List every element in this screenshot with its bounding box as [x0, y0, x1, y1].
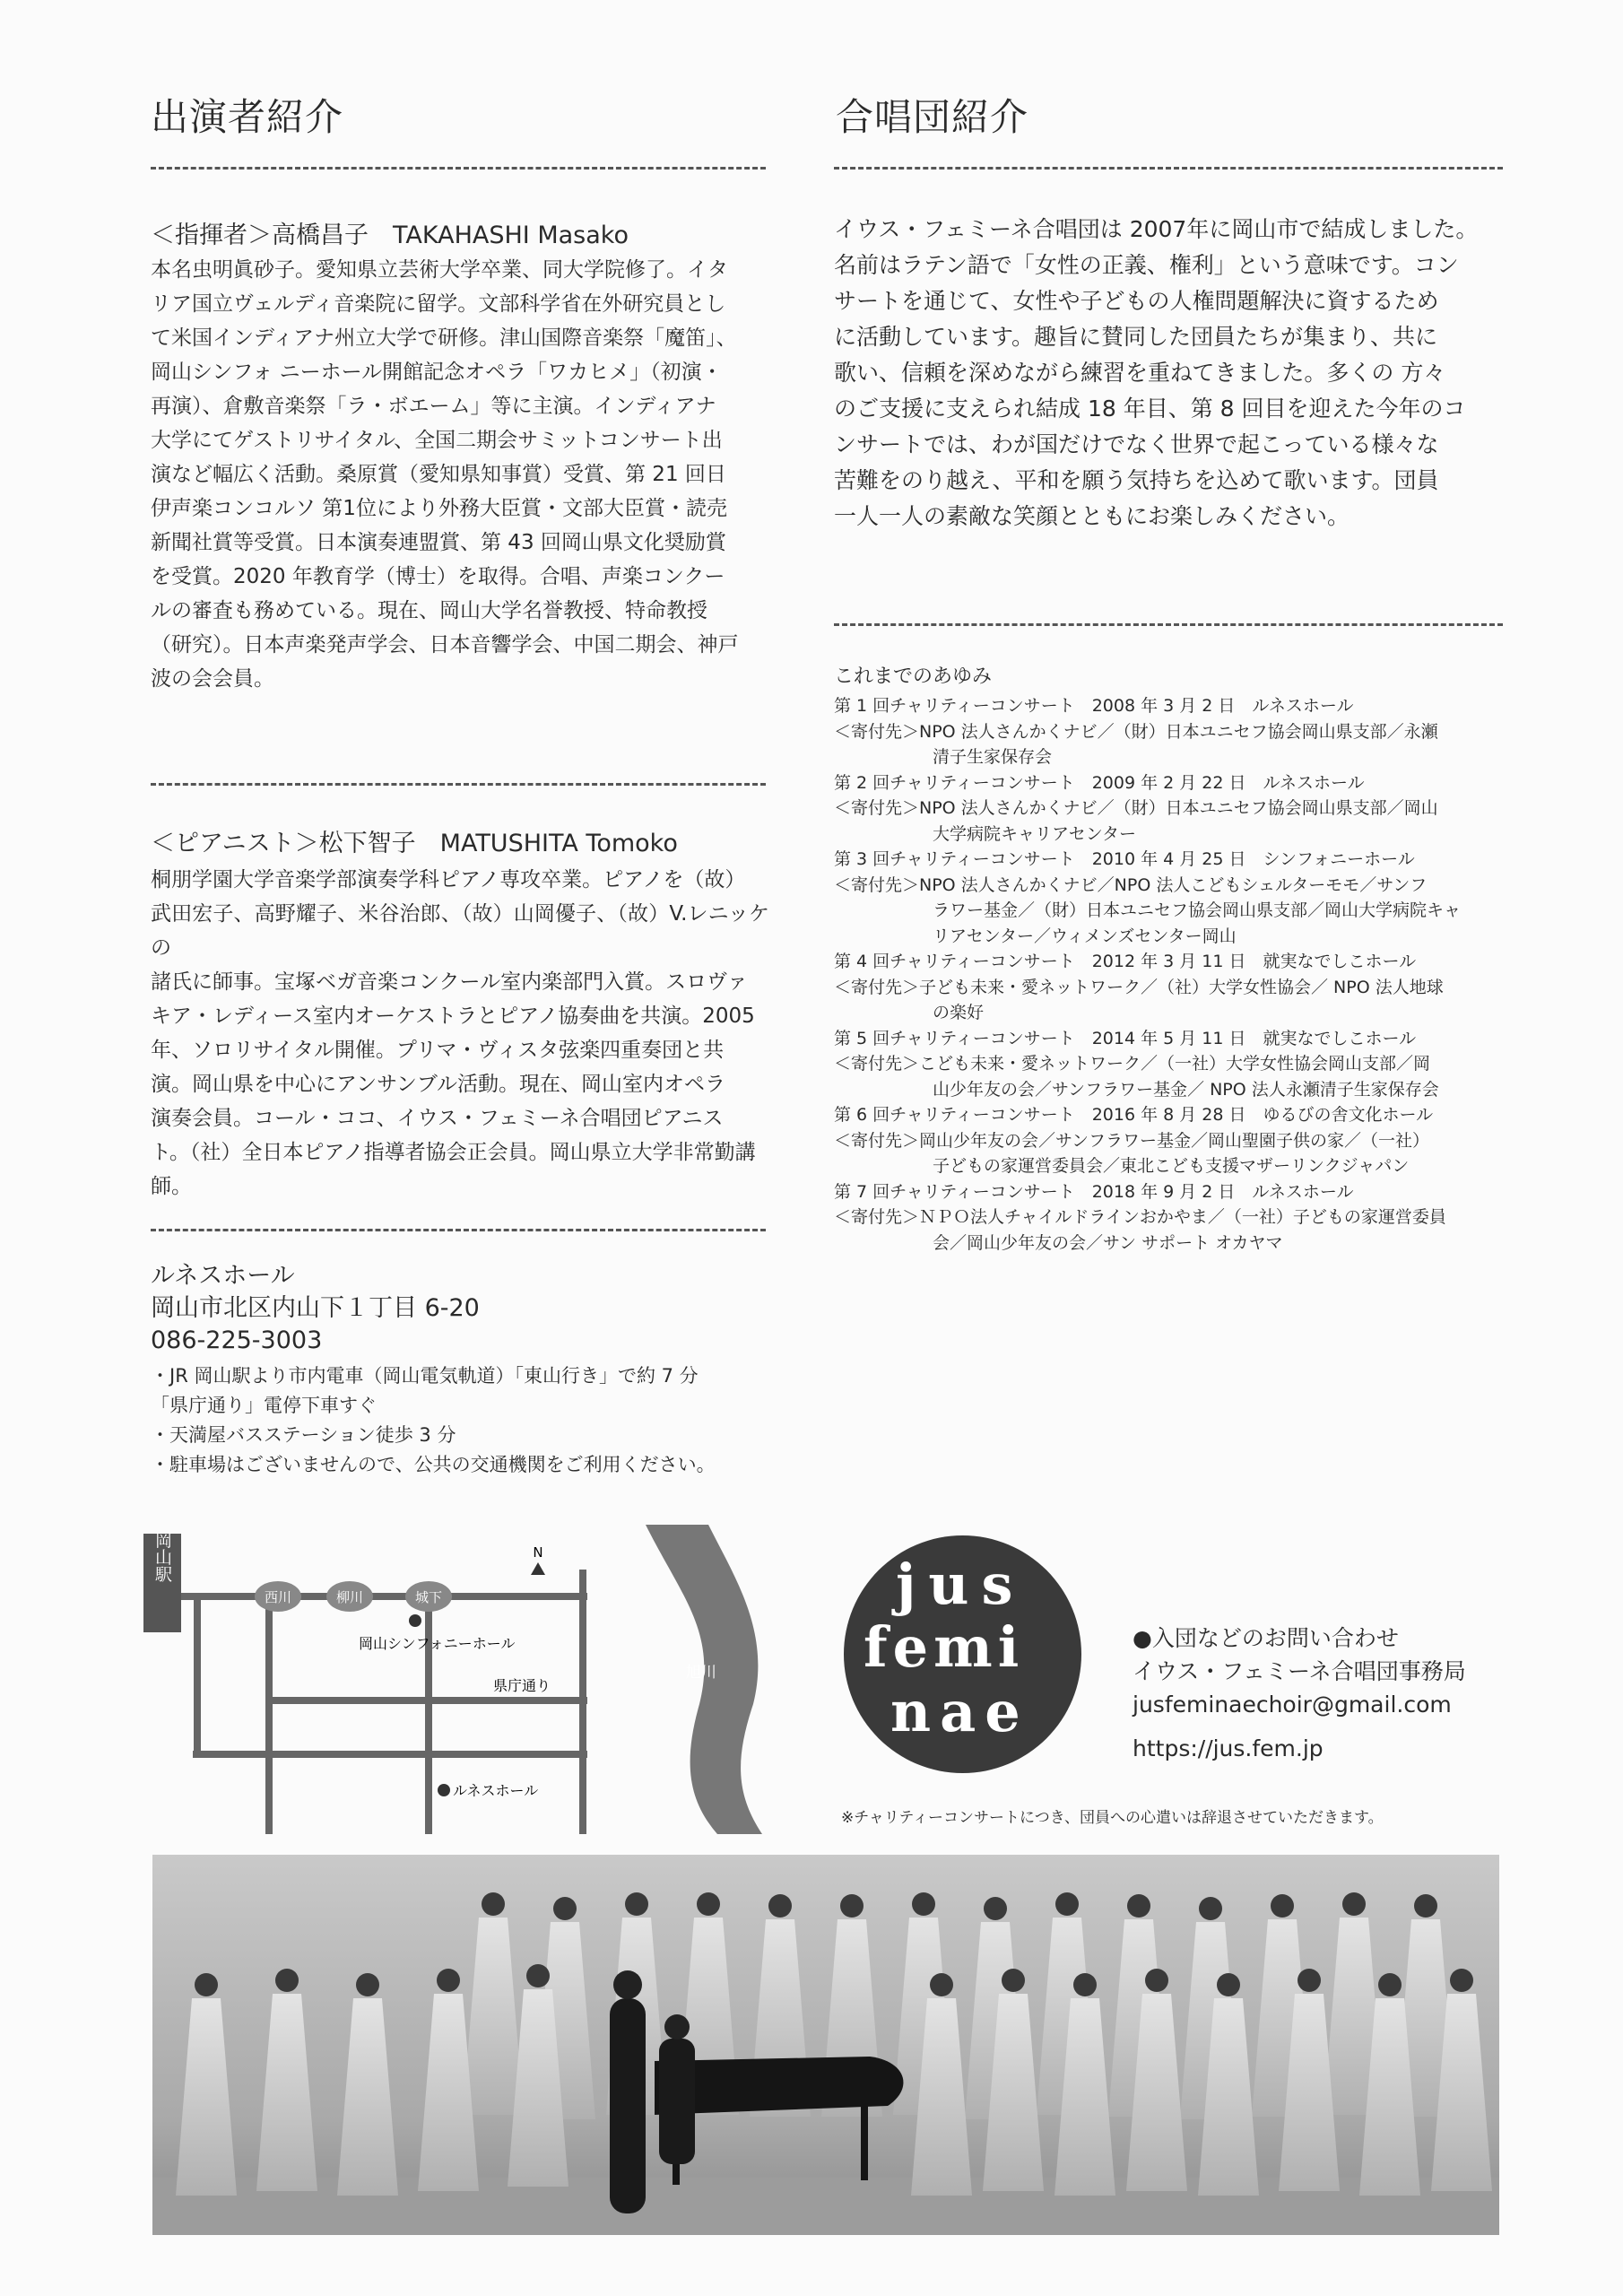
- north-arrow-icon: [531, 1562, 545, 1575]
- singer-head: [275, 1969, 299, 1992]
- choir-line: イウス・フェミーネ合唱団は 2007年に岡山市で結成しました。: [834, 216, 1479, 242]
- bio-line: て米国インディアナ州立大学で研修。津山国際音楽祭「魔笛」、: [151, 326, 737, 350]
- history-line: 第 1 回チャリティーコンサート 2008 年 3 月 2 日 ルネスホール: [834, 696, 1354, 716]
- history-line: 会／岡山少年友の会／サン サポート オカヤマ: [933, 1232, 1283, 1253]
- singer-head: [356, 1973, 379, 1996]
- tram-stop-label: 城下: [414, 1589, 443, 1605]
- history-line: ＜寄付先＞岡山少年友の会／サンフラワー基金／岡山聖園子供の家／（一社）: [834, 1130, 1430, 1151]
- conductor-head: [613, 1970, 642, 1999]
- choir-line: 名前はラテン語で「女性の正義、権利」という意味です。コン: [834, 252, 1459, 278]
- tram-stop-label: 柳川: [335, 1589, 364, 1605]
- history-line: 山少年友の会／サンフラワー基金／ NPO 法人永瀬清子生家保存会: [933, 1079, 1439, 1100]
- singer-head: [1073, 1973, 1097, 1996]
- history-title: これまでのあゆみ: [834, 665, 993, 688]
- tram-stop-label: 西川: [264, 1589, 292, 1605]
- conductor-heading: ＜指揮者＞高橋昌子 TAKAHASHI Masako: [151, 222, 629, 249]
- performers-title: 出演者紹介: [151, 95, 344, 139]
- bio-line: 桐朋学園大学音楽学部演奏学科ピアノ専攻卒業。ピアノを（故）: [151, 868, 746, 891]
- access-line: ・JR 岡山駅より市内電車（岡山電気軌道）「東山行き」で約 7 分: [151, 1365, 699, 1387]
- singer-head: [437, 1969, 460, 1992]
- singer-head: [1127, 1894, 1150, 1918]
- access-map: [143, 1525, 771, 1834]
- history-line: の楽好: [933, 1003, 985, 1022]
- choir-photo: [152, 1855, 1499, 2235]
- singer-head: [1055, 1892, 1079, 1916]
- bio-line: 岡山シンフォ ニーホール開館記念オペラ「ワカヒメ」（初演・: [151, 361, 723, 384]
- history-line: ラワー基金／（財）日本ユニセフ協会岡山県支部／岡山大学病院キャ: [933, 900, 1462, 920]
- contact-url[interactable]: https://jus.fem.jp: [1133, 1735, 1324, 1761]
- history-line: 第 2 回チャリティーコンサート 2009 年 2 月 22 日 ルネスホール: [834, 772, 1365, 793]
- bio-line: （研究）。日本声楽発声学会、日本音響学会、中国二期会、神戸: [151, 633, 739, 657]
- singer-head: [553, 1897, 577, 1920]
- bio-line: 師。: [151, 1175, 192, 1198]
- singer-head: [840, 1894, 864, 1918]
- choir-description: [834, 212, 1515, 535]
- singer-head: [1414, 1894, 1437, 1918]
- history-line: 子どもの家運営委員会／東北こども支援マザーリンクジャパン: [933, 1156, 1410, 1176]
- bio-line: 本名虫明眞砂子。愛知県立芸術大学卒業、同大学院修了。イタ: [151, 258, 728, 282]
- piano-leg: [861, 2104, 868, 2180]
- bio-line: 武田宏子、高野耀子、米谷治郎、（故）山岡優子、（故）V.レニッケの: [151, 902, 769, 960]
- singer-head: [482, 1892, 505, 1916]
- access-line: ・天満屋バスステーション徒歩 3 分: [151, 1424, 456, 1446]
- history-line: ＜寄付先＞NPO 法人さんかくナビ／NPO 法人こどもシェルターモモ／サンフ: [834, 874, 1428, 895]
- divider: [151, 783, 766, 786]
- symphony-hall-label: 岡山シンフォニーホール: [359, 1635, 516, 1652]
- history-line: 大学病院キャリアセンター: [933, 823, 1137, 844]
- north-label: N: [533, 1544, 543, 1561]
- bio-line: 伊声楽コンコルソ 第1位により外務大臣賞・文部大臣賞・読売: [151, 497, 727, 520]
- bio-line: 再演）、倉敷音楽祭「ラ・ボエーム」等に主演。インディアナ: [151, 395, 716, 418]
- venue-map-label: ルネスホール: [453, 1782, 539, 1799]
- venue-access: [151, 1361, 716, 1480]
- venue-phone: 086-225-3003: [151, 1326, 323, 1354]
- history-line: ＜寄付先＞ＮＰＯ法人チャイルドラインおかやま／（一社）子どもの家運営委員: [834, 1207, 1446, 1227]
- bio-line: 新聞社賞等受賞。日本演奏連盟賞、第 43 回岡山県文化奨励賞: [151, 531, 726, 554]
- divider: [151, 167, 766, 170]
- logo-text: jus: [896, 1552, 1026, 1617]
- history-line: ＜寄付先＞こども未来・愛ネットワーク／（一社）大学女性協会岡山支部／岡: [834, 1054, 1431, 1074]
- choir-line: 歌い、信頼を深めながら練習を重ねてきました。多くの 方々: [834, 360, 1446, 386]
- singer-head: [526, 1964, 550, 1987]
- singer-head: [984, 1897, 1007, 1920]
- pianist-heading: ＜ピアニスト＞松下智子 MATUSHITA Tomoko: [151, 830, 678, 857]
- station-label: 岡山駅: [152, 1531, 172, 1583]
- singer-head: [1271, 1894, 1294, 1918]
- access-line: 「県庁通り」電停下車すぐ: [151, 1395, 377, 1416]
- choir-title: 合唱団紹介: [836, 95, 1029, 139]
- choir-line: に活動しています。趣旨に賛同した団員たちが集まり、共に: [834, 324, 1438, 350]
- donation-note: ※チャリティーコンサートにつき、団員への心遣いは辞退させていただきます。: [841, 1809, 1384, 1827]
- venue-marker: [438, 1784, 450, 1796]
- bio-line: 演奏会員。コール・ココ、イウス・フェミーネ合唱団ピアニス: [151, 1107, 724, 1130]
- choir-line: のご支援に支えられ結成 18 年目、第 8 回目を迎えた今年のコ: [834, 396, 1466, 422]
- symphony-hall-marker: [409, 1614, 421, 1627]
- singer-head: [1450, 1969, 1473, 1992]
- access-line: ・駐車場はございませんので、公共の交通機関をご利用ください。: [151, 1454, 716, 1475]
- contact-org: イウス・フェミーネ合唱団事務局: [1133, 1658, 1466, 1684]
- choir-line: 苦難をのり越え、平和を願う気持ちを込めて歌います。団員: [834, 467, 1439, 493]
- divider: [834, 167, 1503, 170]
- bio-line: キア・レディース室内オーケストラとピアノ協奏曲を共演。2005: [151, 1004, 755, 1028]
- divider: [151, 1229, 766, 1231]
- logo-text: nae: [890, 1679, 1029, 1744]
- singer-head: [697, 1892, 720, 1916]
- singer-head: [625, 1892, 648, 1916]
- history-line: 第 3 回チャリティーコンサート 2010 年 4 月 25 日 シンフォニーホール: [834, 849, 1415, 869]
- bio-line: ルの審査も務めている。現在、岡山大学名誉教授、特命教授: [151, 599, 707, 622]
- singer-head: [1342, 1892, 1366, 1916]
- history-line: 第 7 回チャリティーコンサート 2018 年 9 月 2 日 ルネスホール: [834, 1181, 1354, 1202]
- logo-text: femi: [864, 1614, 1025, 1680]
- bio-line: ト。（社）全日本ピアノ指導者協会正会員。岡山県立大学非常勤講: [151, 1141, 756, 1164]
- bio-line: を受賞。2020 年教育学（博士）を取得。合唱、声楽コンクー: [151, 565, 725, 588]
- river-label: 旭川: [686, 1664, 716, 1682]
- history-line: リアセンター／ウィメンズセンター岡山: [933, 926, 1237, 946]
- choir-line: 一人一人の素敵な笑顔とともにお楽しみください。: [834, 503, 1350, 529]
- divider: [834, 623, 1503, 626]
- bio-line: 年、ソロリサイタル開催。プリマ・ヴィスタ弦楽四重奏団と共: [151, 1039, 725, 1062]
- bio-line: 演。岡山県を中心にアンサンブル活動。現在、岡山室内オペラ: [151, 1073, 726, 1096]
- singer-head: [930, 1973, 953, 1996]
- singer-head: [1199, 1897, 1222, 1920]
- bio-line: 大学にてゲストリサイタル、全国二期会サミットコンサート出: [151, 429, 723, 452]
- history-line: ＜寄付先＞NPO 法人さんかくナビ／（財）日本ユニセフ協会岡山県支部／岡山: [834, 798, 1438, 818]
- conductor-bio: [151, 253, 769, 696]
- street-label: 県庁通り: [493, 1677, 551, 1694]
- venue-info: [151, 1260, 480, 1357]
- singer-head: [195, 1973, 218, 1996]
- contact-heading: ●入団などのお問い合わせ: [1133, 1625, 1399, 1651]
- pianist-bio: [151, 863, 769, 1204]
- history-line: 第 5 回チャリティーコンサート 2014 年 5 月 11 日 就実なでしこホール: [834, 1028, 1417, 1048]
- venue-address: 岡山市北区内山下１丁目 6-20: [151, 1294, 480, 1322]
- history-line: 第 4 回チャリティーコンサート 2012 年 3 月 11 日 就実なでしこホール: [834, 952, 1417, 971]
- pianist-figure: [659, 2039, 695, 2164]
- choir-logo: [844, 1535, 1081, 1773]
- contact-block: [1133, 1622, 1466, 1765]
- conductor-figure: [610, 1998, 646, 2213]
- history-line: 清子生家保存会: [933, 747, 1053, 767]
- singer-head: [1378, 1973, 1402, 1996]
- venue-name: ルネスホール: [151, 1262, 295, 1290]
- history-line: ＜寄付先＞子ども未来・愛ネットワーク／（社）大学女性協会／ NPO 法人地球: [834, 977, 1444, 997]
- choir-line: サートを通じて、女性や子どもの人権問題解決に資するため: [834, 288, 1439, 314]
- history-line: ＜寄付先＞NPO 法人さんかくナビ／（財）日本ユニセフ協会岡山県支部／永瀬: [834, 721, 1438, 742]
- singer-head: [1217, 1973, 1240, 1996]
- singer-head: [912, 1892, 935, 1916]
- bio-line: 演など幅広く活動。桑原賞（愛知県知事賞）受賞、第 21 回日: [151, 463, 726, 486]
- history-list: [834, 693, 1461, 1256]
- bio-line: 諸氏に師事。宝塚ベガ音楽コンクール室内楽部門入賞。スロヴァ: [151, 970, 748, 994]
- singer-head: [1145, 1969, 1168, 1992]
- history-line: 第 6 回チャリティーコンサート 2016 年 8 月 28 日 ゆるびの舎文化ホール: [834, 1105, 1434, 1125]
- pianist-head: [664, 2014, 690, 2039]
- choir-line: ンサートでは、わが国だけでなく世界で起こっている様々な: [834, 431, 1439, 457]
- bio-line: 波の会会員。: [151, 667, 274, 691]
- singer-head: [1298, 1969, 1321, 1992]
- singer-head: [768, 1894, 792, 1918]
- contact-email[interactable]: jusfeminaechoir@gmail.com: [1133, 1692, 1452, 1718]
- bio-line: リア国立ヴェルディ音楽院に留学。文部科学省在外研究員とし: [151, 292, 726, 316]
- singer-head: [1002, 1969, 1025, 1992]
